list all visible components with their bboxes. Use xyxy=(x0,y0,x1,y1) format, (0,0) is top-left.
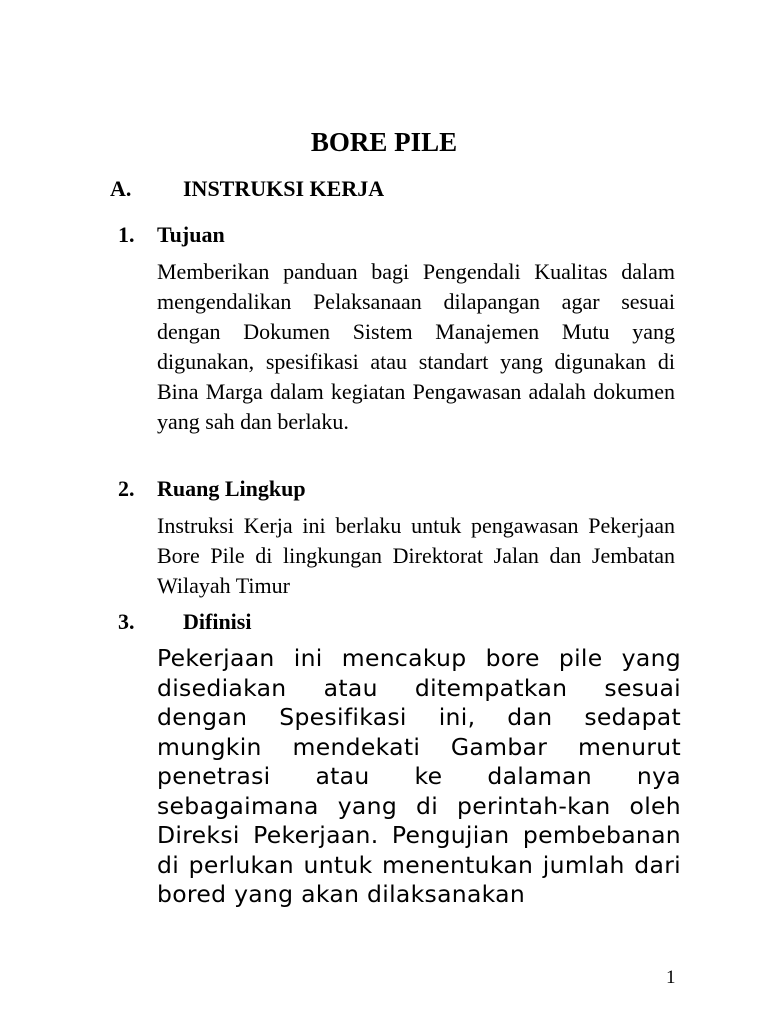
item-3-heading: Difinisi xyxy=(183,609,252,634)
document-title: BORE PILE xyxy=(310,127,458,157)
item-3-number: 3. xyxy=(118,609,135,634)
item-1-heading: Tujuan xyxy=(157,222,225,247)
item-2-number: 2. xyxy=(118,476,135,501)
item-2-body: Instruksi Kerja ini berlaku untuk pengawasan Pekerjaan Bore Pile di lingkungan Direktorat Jalan dan Jembatan Wilayah Timur xyxy=(157,513,675,598)
section-number: A. xyxy=(110,176,132,201)
page-number: 1 xyxy=(666,967,676,988)
item-3-body: Pekerjaan ini mencakup bore pile yang disediakan atau ditempatkan sesuai dengan Spesifikasi ini, dan sedapat mungkin mendekati Gambar menurut penetrasi atau ke dalaman nya sebagaimana yang di perintah-kan oleh Direksi Pekerjaan. Pengujian pembebanan di perlukan untuk menentukan jumlah dari bored yang akan dilaksanakan xyxy=(157,644,681,908)
item-1-number: 1. xyxy=(118,222,135,247)
item-1-body: Memberikan panduan bagi Pengendali Kualitas dalam mengendalikan Pelaksanaan dilapangan agar sesuai dengan Dokumen Sistem Manajemen Mutu yang digunakan, spesifikasi atau standart yang digunakan di Bina Marga dalam kegiatan Pengawasan adalah dokumen yang sah dan berlaku. xyxy=(157,259,675,434)
section-heading: INSTRUKSI KERJA xyxy=(183,176,385,201)
item-2-heading: Ruang Lingkup xyxy=(157,476,306,501)
